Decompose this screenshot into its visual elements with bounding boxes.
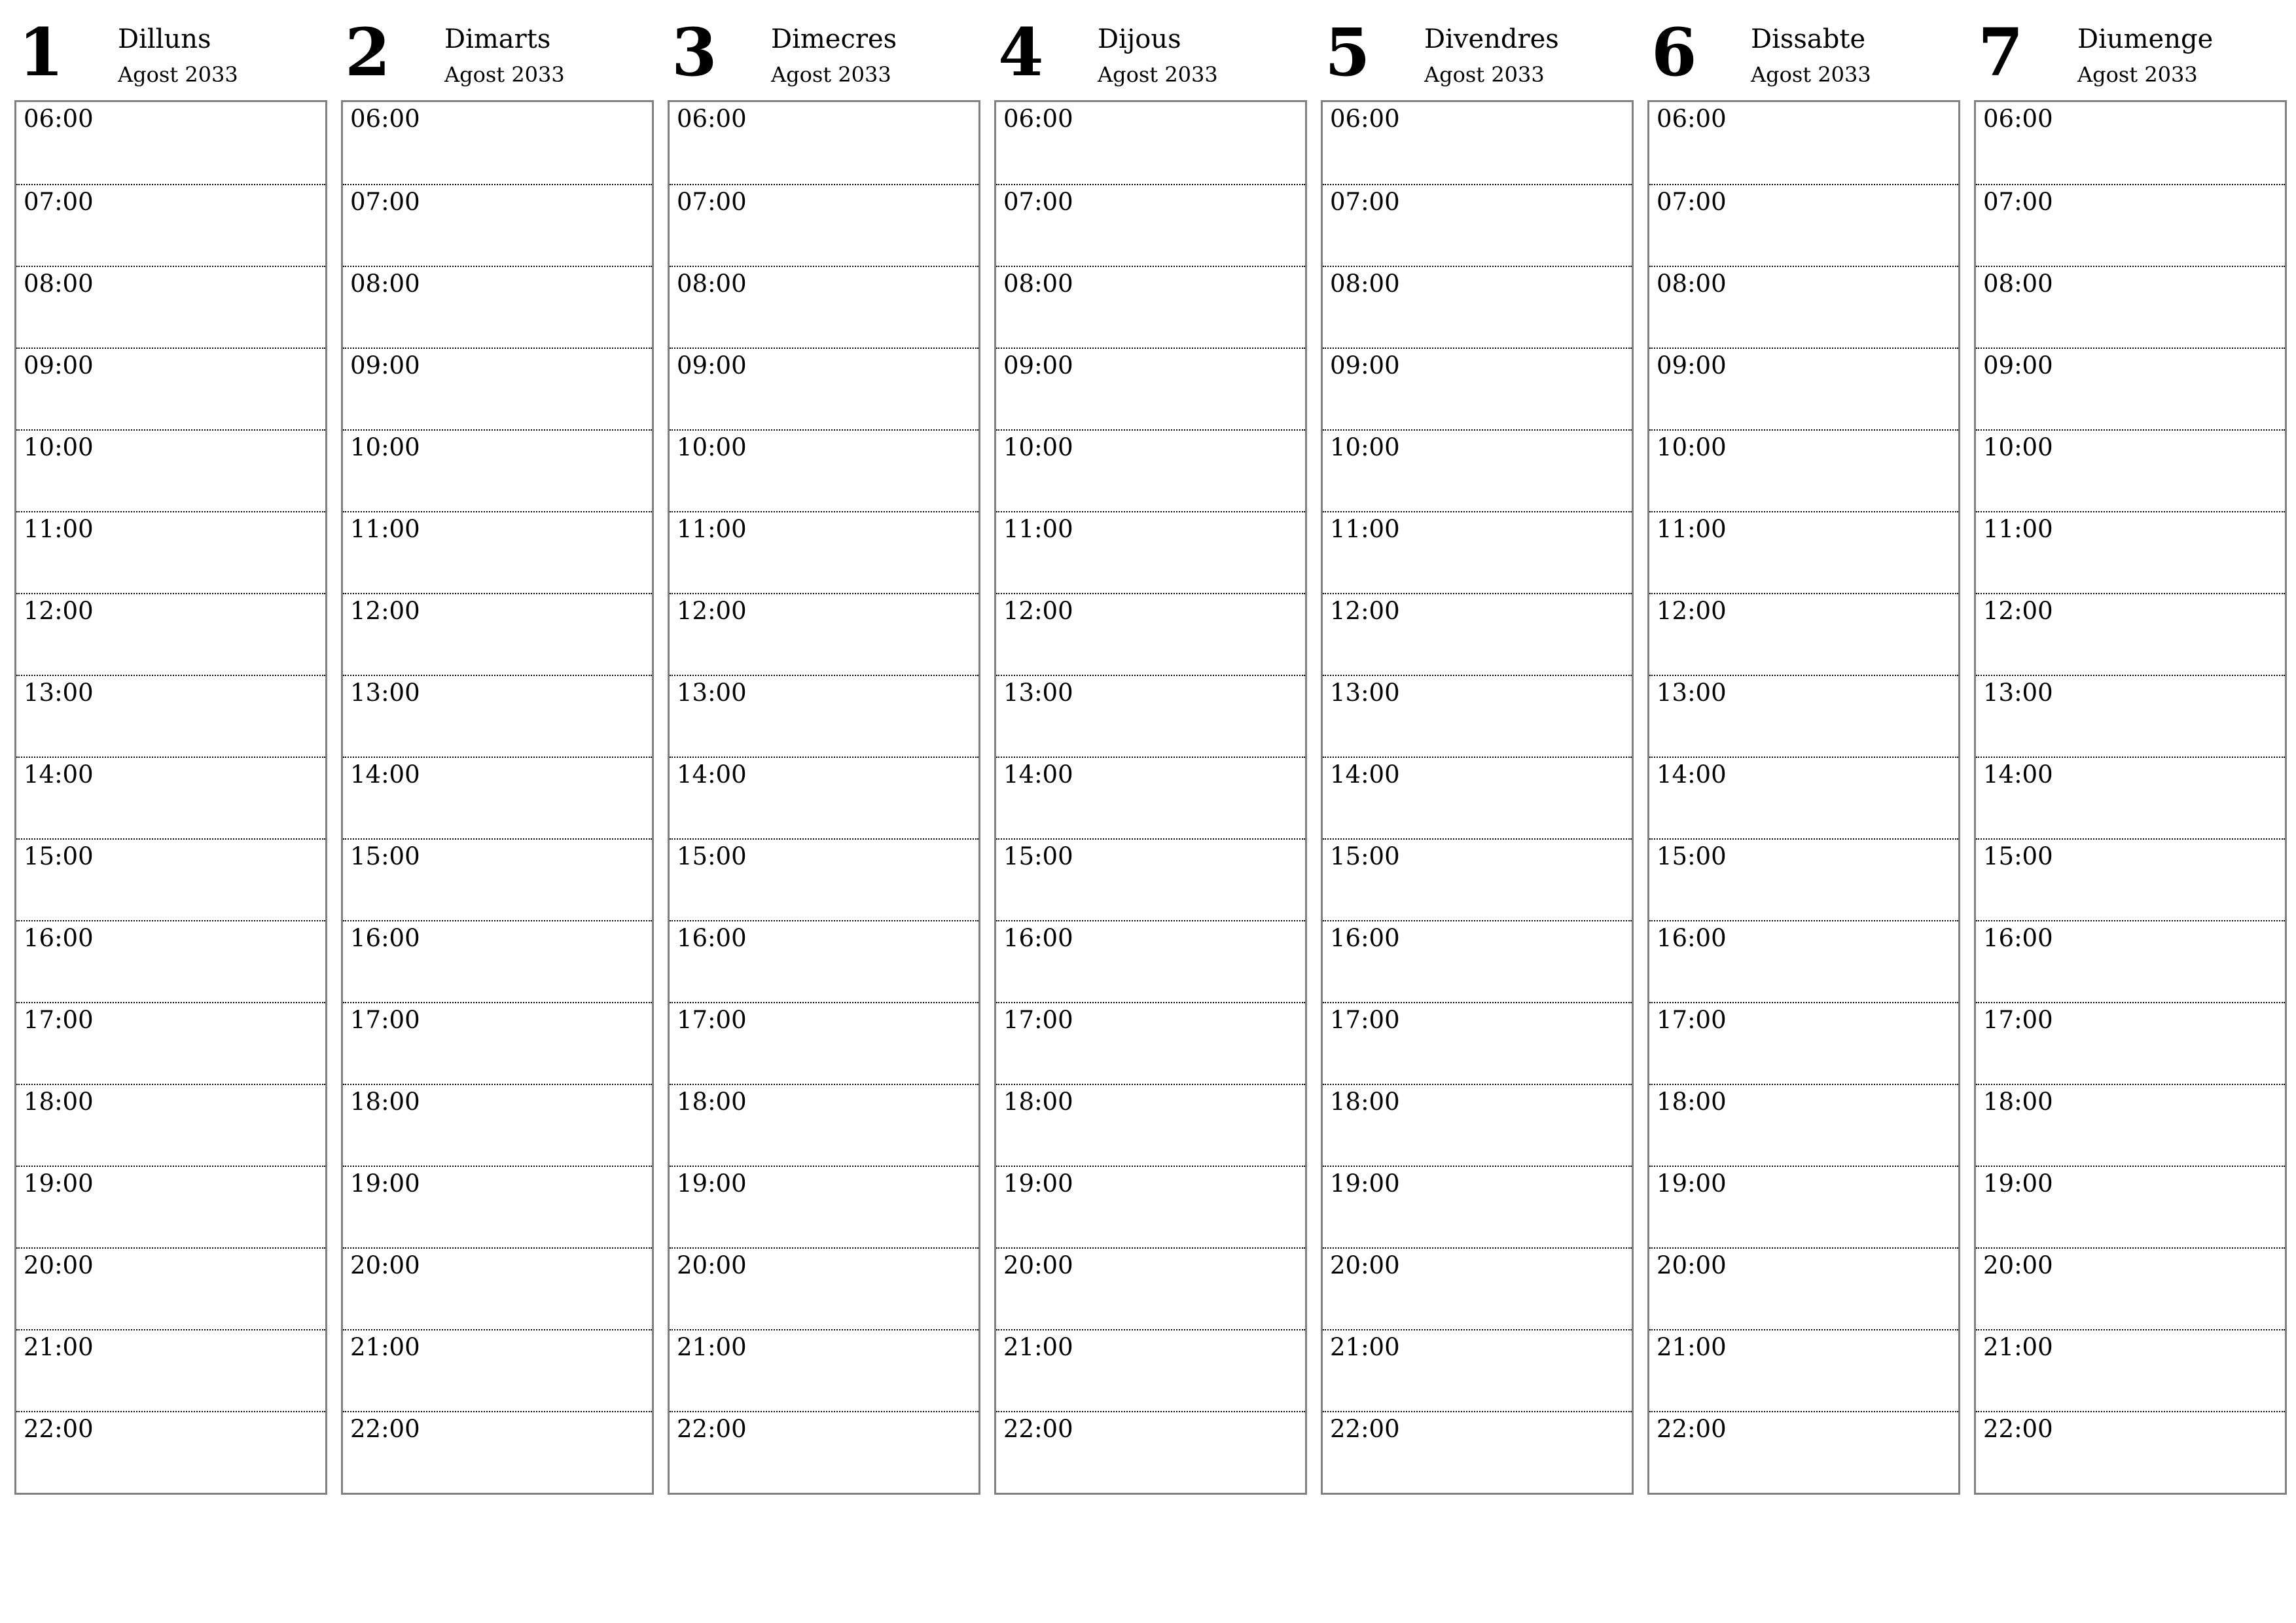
hour-slot[interactable] (343, 511, 652, 593)
hour-slot[interactable] (1323, 1329, 1632, 1411)
day-month-label: Agost 2033 (444, 62, 565, 87)
hour-slot[interactable] (16, 1166, 325, 1247)
hour-label: 22:00 (1657, 1415, 1727, 1443)
hour-label: 09:00 (1003, 351, 1073, 380)
hour-slot[interactable] (16, 1411, 325, 1493)
day-header (668, 0, 980, 100)
hour-slot[interactable] (1323, 1247, 1632, 1329)
hour-slot[interactable] (1649, 1329, 1958, 1411)
hour-slot[interactable] (996, 1247, 1305, 1329)
hour-slot[interactable] (996, 429, 1305, 511)
hour-label: 06:00 (350, 105, 420, 133)
hour-label: 06:00 (1330, 105, 1400, 133)
hour-label: 17:00 (1983, 1006, 2053, 1034)
hour-slot[interactable] (343, 757, 652, 838)
hour-slot[interactable] (1976, 184, 2285, 266)
hour-slot[interactable] (1649, 675, 1958, 757)
hour-label: 14:00 (1330, 760, 1400, 789)
day-header (1647, 0, 1960, 100)
hour-label: 18:00 (1657, 1088, 1727, 1116)
hour-label: 14:00 (1983, 760, 2053, 789)
hour-label: 08:00 (1330, 270, 1400, 298)
day-header (14, 0, 327, 100)
hour-slot[interactable] (1976, 920, 2285, 1002)
hour-slot[interactable] (343, 1166, 652, 1247)
hour-label: 11:00 (24, 515, 94, 543)
hour-slot[interactable] (1323, 102, 1632, 184)
hour-label: 07:00 (1983, 188, 2053, 216)
hour-slot[interactable] (996, 1329, 1305, 1411)
day-schedule (341, 100, 654, 1495)
hour-label: 21:00 (24, 1333, 94, 1361)
hour-label: 15:00 (24, 842, 94, 870)
hour-label: 08:00 (1983, 270, 2053, 298)
hour-slot[interactable] (343, 1002, 652, 1084)
hour-label: 20:00 (677, 1251, 747, 1279)
hour-label: 16:00 (24, 924, 94, 952)
hour-slot[interactable] (1649, 1247, 1958, 1329)
hour-slot[interactable] (1976, 675, 2285, 757)
hour-slot[interactable] (16, 429, 325, 511)
hour-label: 20:00 (1657, 1251, 1727, 1279)
hour-label: 21:00 (1657, 1333, 1727, 1361)
hour-slot[interactable] (1649, 511, 1958, 593)
hour-label: 06:00 (1003, 105, 1073, 133)
hour-label: 22:00 (1983, 1415, 2053, 1443)
day-schedule (14, 100, 327, 1495)
hour-slot[interactable] (1323, 429, 1632, 511)
hour-label: 14:00 (24, 760, 94, 789)
day-schedule (668, 100, 980, 1495)
hour-slot[interactable] (670, 511, 978, 593)
day-column (14, 0, 327, 1495)
hour-slot[interactable] (1649, 1411, 1958, 1493)
hour-slot[interactable] (343, 1411, 652, 1493)
day-month-label: Agost 2033 (771, 62, 891, 87)
hour-slot[interactable] (1649, 1166, 1958, 1247)
hour-label: 09:00 (1983, 351, 2053, 380)
day-schedule (994, 100, 1307, 1495)
hour-slot[interactable] (670, 757, 978, 838)
day-name: Dimarts (444, 24, 551, 54)
hour-label: 20:00 (1983, 1251, 2053, 1279)
day-month-label: Agost 2033 (1424, 62, 1545, 87)
hour-slot[interactable] (996, 348, 1305, 429)
day-number: 3 (672, 14, 717, 91)
hour-label: 12:00 (350, 597, 420, 625)
hour-label: 08:00 (677, 270, 747, 298)
day-column (1321, 0, 1634, 1495)
hour-slot[interactable] (1976, 1247, 2285, 1329)
hour-slot[interactable] (1976, 1084, 2285, 1166)
hour-slot[interactable] (996, 102, 1305, 184)
hour-slot[interactable] (670, 102, 978, 184)
hour-slot[interactable] (16, 838, 325, 920)
hour-label: 19:00 (1657, 1169, 1727, 1198)
hour-slot[interactable] (343, 1329, 652, 1411)
day-column (994, 0, 1307, 1495)
day-month-label: Agost 2033 (1098, 62, 1218, 87)
hour-label: 11:00 (1657, 515, 1727, 543)
hour-label: 06:00 (1983, 105, 2053, 133)
hour-label: 17:00 (677, 1006, 747, 1034)
hour-slot[interactable] (1649, 348, 1958, 429)
hour-slot[interactable] (1976, 429, 2285, 511)
hour-label: 10:00 (1330, 433, 1400, 461)
hour-slot[interactable] (343, 1247, 652, 1329)
hour-label: 13:00 (350, 679, 420, 707)
hour-label: 16:00 (1003, 924, 1073, 952)
hour-slot[interactable] (996, 920, 1305, 1002)
hour-label: 22:00 (1003, 1415, 1073, 1443)
hour-slot[interactable] (343, 675, 652, 757)
hour-slot[interactable] (343, 920, 652, 1002)
hour-slot[interactable] (1976, 1411, 2285, 1493)
hour-label: 16:00 (1330, 924, 1400, 952)
hour-label: 11:00 (350, 515, 420, 543)
hour-slot[interactable] (16, 1247, 325, 1329)
hour-slot[interactable] (1649, 266, 1958, 348)
hour-label: 21:00 (677, 1333, 747, 1361)
hour-slot[interactable] (996, 757, 1305, 838)
hour-slot[interactable] (16, 757, 325, 838)
hour-slot[interactable] (1649, 429, 1958, 511)
day-name: Divendres (1424, 24, 1559, 54)
hour-slot[interactable] (1976, 593, 2285, 675)
hour-slot[interactable] (16, 184, 325, 266)
hour-label: 14:00 (677, 760, 747, 789)
hour-label: 12:00 (677, 597, 747, 625)
hour-label: 12:00 (1003, 597, 1073, 625)
hour-slot[interactable] (1649, 757, 1958, 838)
day-header (994, 0, 1307, 100)
hour-slot[interactable] (1323, 511, 1632, 593)
hour-label: 21:00 (1003, 1333, 1073, 1361)
hour-slot[interactable] (16, 675, 325, 757)
hour-slot[interactable] (343, 1084, 652, 1166)
hour-slot[interactable] (670, 1166, 978, 1247)
hour-slot[interactable] (996, 1084, 1305, 1166)
hour-slot[interactable] (996, 1166, 1305, 1247)
hour-slot[interactable] (343, 102, 652, 184)
hour-slot[interactable] (996, 593, 1305, 675)
hour-label: 21:00 (350, 1333, 420, 1361)
day-name: Diumenge (2077, 24, 2214, 54)
hour-label: 18:00 (24, 1088, 94, 1116)
hour-label: 22:00 (677, 1415, 747, 1443)
day-number: 4 (998, 14, 1044, 91)
hour-label: 06:00 (677, 105, 747, 133)
day-schedule (1647, 100, 1960, 1495)
hour-slot[interactable] (1649, 184, 1958, 266)
hour-slot[interactable] (1323, 348, 1632, 429)
hour-label: 22:00 (1330, 1415, 1400, 1443)
hour-label: 15:00 (1657, 842, 1727, 870)
hour-slot[interactable] (343, 593, 652, 675)
hour-label: 22:00 (350, 1415, 420, 1443)
hour-label: 11:00 (1003, 515, 1073, 543)
hour-slot[interactable] (1649, 1084, 1958, 1166)
hour-slot[interactable] (670, 1084, 978, 1166)
hour-label: 15:00 (1330, 842, 1400, 870)
hour-slot[interactable] (996, 511, 1305, 593)
hour-label: 17:00 (1330, 1006, 1400, 1034)
hour-label: 19:00 (1983, 1169, 2053, 1198)
hour-slot[interactable] (670, 920, 978, 1002)
hour-slot[interactable] (670, 429, 978, 511)
week-planner (14, 0, 2287, 1495)
hour-label: 14:00 (350, 760, 420, 789)
hour-label: 10:00 (350, 433, 420, 461)
hour-slot[interactable] (1323, 593, 1632, 675)
hour-label: 21:00 (1330, 1333, 1400, 1361)
day-header (341, 0, 654, 100)
hour-label: 20:00 (350, 1251, 420, 1279)
hour-label: 17:00 (24, 1006, 94, 1034)
hour-label: 08:00 (1657, 270, 1727, 298)
hour-label: 13:00 (1003, 679, 1073, 707)
hour-label: 19:00 (677, 1169, 747, 1198)
hour-slot[interactable] (670, 838, 978, 920)
hour-slot[interactable] (1323, 920, 1632, 1002)
hour-slot[interactable] (996, 838, 1305, 920)
hour-slot[interactable] (1976, 838, 2285, 920)
hour-label: 11:00 (1983, 515, 2053, 543)
day-header (1974, 0, 2287, 100)
day-month-label: Agost 2033 (118, 62, 238, 87)
day-number: 2 (345, 14, 391, 91)
hour-label: 13:00 (1657, 679, 1727, 707)
day-number: 6 (1651, 14, 1697, 91)
hour-label: 12:00 (1657, 597, 1727, 625)
hour-slot[interactable] (670, 1329, 978, 1411)
hour-slot[interactable] (1649, 838, 1958, 920)
hour-slot[interactable] (1976, 102, 2285, 184)
hour-slot[interactable] (16, 511, 325, 593)
hour-label: 10:00 (677, 433, 747, 461)
hour-label: 19:00 (24, 1169, 94, 1198)
hour-slot[interactable] (1323, 675, 1632, 757)
hour-slot[interactable] (343, 429, 652, 511)
hour-label: 19:00 (1003, 1169, 1073, 1198)
hour-label: 09:00 (24, 351, 94, 380)
hour-slot[interactable] (343, 838, 652, 920)
hour-label: 09:00 (1330, 351, 1400, 380)
hour-label: 19:00 (350, 1169, 420, 1198)
hour-slot[interactable] (670, 184, 978, 266)
hour-slot[interactable] (1323, 757, 1632, 838)
hour-slot[interactable] (343, 348, 652, 429)
hour-slot[interactable] (670, 348, 978, 429)
hour-label: 17:00 (350, 1006, 420, 1034)
hour-label: 07:00 (1003, 188, 1073, 216)
hour-label: 20:00 (1003, 1251, 1073, 1279)
hour-slot[interactable] (16, 593, 325, 675)
hour-slot[interactable] (1323, 1411, 1632, 1493)
hour-slot[interactable] (1649, 1002, 1958, 1084)
hour-slot[interactable] (670, 593, 978, 675)
hour-slot[interactable] (343, 266, 652, 348)
hour-slot[interactable] (1976, 757, 2285, 838)
hour-label: 14:00 (1003, 760, 1073, 789)
hour-slot[interactable] (1649, 102, 1958, 184)
hour-label: 16:00 (1983, 924, 2053, 952)
hour-slot[interactable] (996, 1411, 1305, 1493)
day-schedule (1321, 100, 1634, 1495)
day-name: Dilluns (118, 24, 211, 54)
hour-label: 11:00 (677, 515, 747, 543)
hour-label: 10:00 (1003, 433, 1073, 461)
hour-slot[interactable] (996, 1002, 1305, 1084)
hour-label: 10:00 (1657, 433, 1727, 461)
hour-label: 20:00 (24, 1251, 94, 1279)
hour-label: 11:00 (1330, 515, 1400, 543)
hour-label: 07:00 (677, 188, 747, 216)
hour-label: 07:00 (24, 188, 94, 216)
day-column (1647, 0, 1960, 1495)
hour-slot[interactable] (16, 1002, 325, 1084)
hour-label: 18:00 (1003, 1088, 1073, 1116)
hour-label: 22:00 (24, 1415, 94, 1443)
hour-label: 09:00 (677, 351, 747, 380)
day-month-label: Agost 2033 (2077, 62, 2198, 87)
day-month-label: Agost 2033 (1751, 62, 1871, 87)
hour-slot[interactable] (16, 102, 325, 184)
hour-slot[interactable] (670, 1002, 978, 1084)
hour-label: 16:00 (1657, 924, 1727, 952)
hour-label: 07:00 (1330, 188, 1400, 216)
hour-label: 18:00 (1330, 1088, 1400, 1116)
hour-label: 16:00 (350, 924, 420, 952)
hour-label: 19:00 (1330, 1169, 1400, 1198)
hour-slot[interactable] (16, 266, 325, 348)
hour-label: 09:00 (350, 351, 420, 380)
hour-label: 18:00 (1983, 1088, 2053, 1116)
hour-slot[interactable] (16, 348, 325, 429)
day-name: Dijous (1098, 24, 1181, 54)
hour-label: 08:00 (350, 270, 420, 298)
hour-slot[interactable] (1323, 838, 1632, 920)
day-name: Dissabte (1751, 24, 1866, 54)
day-column (1974, 0, 2287, 1495)
hour-label: 09:00 (1657, 351, 1727, 380)
hour-label: 08:00 (1003, 270, 1073, 298)
day-schedule (1974, 100, 2287, 1495)
hour-label: 10:00 (1983, 433, 2053, 461)
hour-slot[interactable] (343, 184, 652, 266)
hour-label: 12:00 (24, 597, 94, 625)
hour-slot[interactable] (996, 266, 1305, 348)
hour-slot[interactable] (670, 266, 978, 348)
hour-label: 06:00 (1657, 105, 1727, 133)
hour-label: 15:00 (1003, 842, 1073, 870)
hour-slot[interactable] (996, 675, 1305, 757)
hour-label: 16:00 (677, 924, 747, 952)
hour-label: 18:00 (677, 1088, 747, 1116)
hour-slot[interactable] (1323, 266, 1632, 348)
hour-label: 17:00 (1003, 1006, 1073, 1034)
hour-slot[interactable] (1976, 1002, 2285, 1084)
hour-label: 13:00 (677, 679, 747, 707)
hour-label: 15:00 (1983, 842, 2053, 870)
hour-slot[interactable] (1976, 511, 2285, 593)
hour-slot[interactable] (670, 1411, 978, 1493)
hour-label: 08:00 (24, 270, 94, 298)
hour-label: 15:00 (677, 842, 747, 870)
hour-slot[interactable] (996, 184, 1305, 266)
hour-slot[interactable] (1323, 1166, 1632, 1247)
day-number: 1 (18, 14, 64, 91)
day-name: Dimecres (771, 24, 897, 54)
hour-slot[interactable] (670, 675, 978, 757)
hour-label: 13:00 (1330, 679, 1400, 707)
hour-slot[interactable] (1649, 593, 1958, 675)
hour-slot[interactable] (1976, 1329, 2285, 1411)
hour-label: 06:00 (24, 105, 94, 133)
hour-label: 12:00 (1330, 597, 1400, 625)
hour-label: 07:00 (1657, 188, 1727, 216)
day-column (341, 0, 654, 1495)
hour-label: 17:00 (1657, 1006, 1727, 1034)
hour-label: 10:00 (24, 433, 94, 461)
hour-label: 07:00 (350, 188, 420, 216)
hour-slot[interactable] (670, 1247, 978, 1329)
hour-slot[interactable] (1976, 1166, 2285, 1247)
hour-slot[interactable] (1323, 1084, 1632, 1166)
hour-label: 15:00 (350, 842, 420, 870)
hour-label: 13:00 (24, 679, 94, 707)
hour-slot[interactable] (16, 1329, 325, 1411)
hour-label: 12:00 (1983, 597, 2053, 625)
hour-slot[interactable] (1323, 1002, 1632, 1084)
hour-slot[interactable] (1976, 348, 2285, 429)
hour-label: 13:00 (1983, 679, 2053, 707)
hour-label: 18:00 (350, 1088, 420, 1116)
hour-slot[interactable] (16, 920, 325, 1002)
hour-slot[interactable] (1323, 184, 1632, 266)
hour-slot[interactable] (16, 1084, 325, 1166)
hour-slot[interactable] (1649, 920, 1958, 1002)
day-header (1321, 0, 1634, 100)
hour-label: 20:00 (1330, 1251, 1400, 1279)
hour-label: 21:00 (1983, 1333, 2053, 1361)
day-column (668, 0, 980, 1495)
hour-slot[interactable] (1976, 266, 2285, 348)
day-number: 5 (1325, 14, 1371, 91)
day-number: 7 (1978, 14, 2024, 91)
hour-label: 14:00 (1657, 760, 1727, 789)
